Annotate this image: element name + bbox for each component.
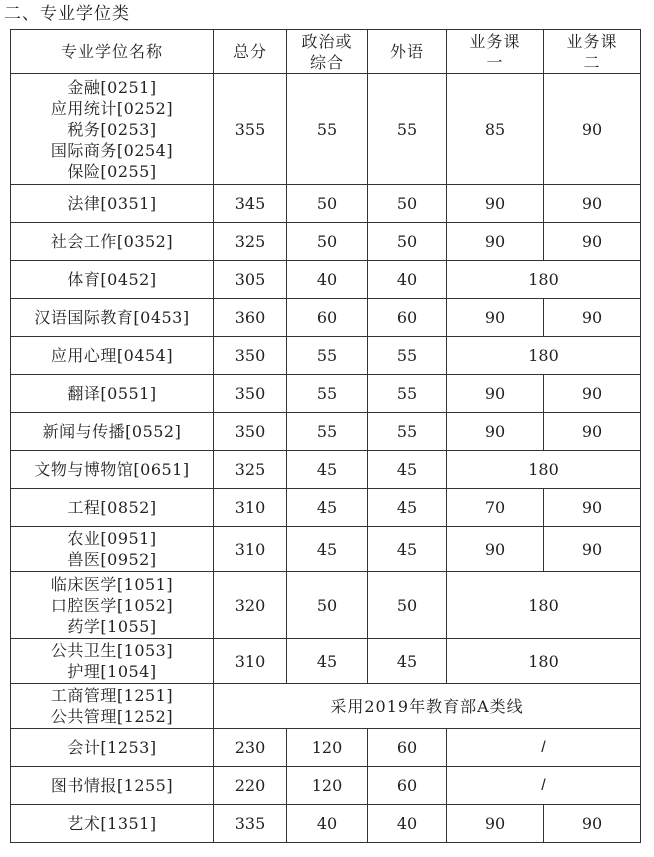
- cell-combined: /: [447, 767, 641, 805]
- cell-total: 350: [214, 337, 287, 375]
- cell-course2: 90: [544, 413, 641, 451]
- cell-course1: 90: [447, 223, 544, 261]
- header-politics: 政治或 综合: [287, 30, 368, 74]
- cell-total: 345: [214, 185, 287, 223]
- cell-total: 220: [214, 767, 287, 805]
- cell-total: 310: [214, 489, 287, 527]
- cell-politics: 50: [287, 223, 368, 261]
- cell-politics: 55: [287, 337, 368, 375]
- cell-combined: /: [447, 729, 641, 767]
- cell-degree-name: 工程[0852]: [11, 489, 214, 527]
- cell-course2: 90: [544, 299, 641, 337]
- cell-politics: 40: [287, 805, 368, 843]
- cell-course2: 90: [544, 223, 641, 261]
- table-row: [11, 489, 641, 527]
- cell-politics: 45: [287, 489, 368, 527]
- cell-course2: 90: [544, 74, 641, 185]
- cell-course1: 90: [447, 185, 544, 223]
- table-row: [11, 261, 641, 299]
- cell-course2: 90: [544, 185, 641, 223]
- cell-degree-name: 法律[0351]: [11, 185, 214, 223]
- cell-politics: 50: [287, 185, 368, 223]
- cell-total: 325: [214, 223, 287, 261]
- section-heading: 二、专业学位类: [4, 4, 130, 24]
- cell-degree-name: 社会工作[0352]: [11, 223, 214, 261]
- cell-combined: 180: [447, 639, 641, 684]
- cell-total: 230: [214, 729, 287, 767]
- cell-politics: 60: [287, 299, 368, 337]
- cell-total: 355: [214, 74, 287, 185]
- cell-total: 350: [214, 413, 287, 451]
- cell-degree-name: 农业[0951] 兽医[0952]: [11, 527, 214, 572]
- table-row: [11, 74, 641, 185]
- table-row: [11, 223, 641, 261]
- cell-course1: 90: [447, 375, 544, 413]
- cell-politics: 120: [287, 729, 368, 767]
- cell-degree-name: 图书情报[1255]: [11, 767, 214, 805]
- cell-total: 305: [214, 261, 287, 299]
- table-row: [11, 299, 641, 337]
- cell-course2: 90: [544, 489, 641, 527]
- header-foreign: 外语: [368, 30, 447, 74]
- table-row: [11, 639, 641, 684]
- header-row: [11, 30, 641, 74]
- header-name: 专业学位名称: [11, 30, 214, 74]
- cell-total: 335: [214, 805, 287, 843]
- cell-foreign: 50: [368, 572, 447, 639]
- cell-total: 325: [214, 451, 287, 489]
- cell-foreign: 55: [368, 337, 447, 375]
- cell-politics: 50: [287, 572, 368, 639]
- table-row: [11, 185, 641, 223]
- cell-degree-name: 应用心理[0454]: [11, 337, 214, 375]
- cell-degree-name: 汉语国际教育[0453]: [11, 299, 214, 337]
- table-row: [11, 451, 641, 489]
- cell-degree-name: 新闻与传播[0552]: [11, 413, 214, 451]
- cell-combined: 180: [447, 337, 641, 375]
- cell-degree-name: 金融[0251] 应用统计[0252] 税务[0253] 国际商务[0254] 保险[0255]: [11, 74, 214, 185]
- cell-politics: 120: [287, 767, 368, 805]
- cell-course2: 90: [544, 527, 641, 572]
- cell-course1: 70: [447, 489, 544, 527]
- header-total: 总分: [214, 30, 287, 74]
- cell-course1: 90: [447, 413, 544, 451]
- table-row: [11, 729, 641, 767]
- cell-degree-name: 文物与博物馆[0651]: [11, 451, 214, 489]
- table-row: [11, 805, 641, 843]
- cell-foreign: 45: [368, 489, 447, 527]
- cell-politics: 55: [287, 375, 368, 413]
- cell-degree-name: 工商管理[1251] 公共管理[1252]: [11, 684, 214, 729]
- cell-degree-name: 会计[1253]: [11, 729, 214, 767]
- cell-total: 360: [214, 299, 287, 337]
- cell-total: 310: [214, 527, 287, 572]
- cell-course2: 90: [544, 805, 641, 843]
- cell-total: 310: [214, 639, 287, 684]
- cell-foreign: 60: [368, 767, 447, 805]
- table-row: [11, 527, 641, 572]
- score-table: [10, 29, 641, 843]
- table-row: [11, 767, 641, 805]
- cell-degree-name: 体育[0452]: [11, 261, 214, 299]
- cell-total: 320: [214, 572, 287, 639]
- table-row: [11, 375, 641, 413]
- table-row: [11, 337, 641, 375]
- cell-foreign: 40: [368, 805, 447, 843]
- cell-politics: 45: [287, 527, 368, 572]
- cell-foreign: 55: [368, 375, 447, 413]
- cell-course1: 90: [447, 299, 544, 337]
- header-course1: 业务课 一: [447, 30, 544, 74]
- cell-foreign: 40: [368, 261, 447, 299]
- table-row: [11, 684, 641, 729]
- table-row: [11, 572, 641, 639]
- table-body: [11, 74, 641, 843]
- cell-course2: 90: [544, 375, 641, 413]
- cell-foreign: 45: [368, 639, 447, 684]
- header-course2: 业务课 二: [544, 30, 641, 74]
- cell-degree-name: 艺术[1351]: [11, 805, 214, 843]
- cell-foreign: 60: [368, 299, 447, 337]
- cell-politics: 45: [287, 639, 368, 684]
- cell-note: 采用2019年教育部A类线: [214, 684, 641, 729]
- cell-course1: 85: [447, 74, 544, 185]
- cell-foreign: 45: [368, 451, 447, 489]
- cell-combined: 180: [447, 572, 641, 639]
- cell-degree-name: 公共卫生[1053] 护理[1054]: [11, 639, 214, 684]
- cell-foreign: 60: [368, 729, 447, 767]
- table-row: [11, 413, 641, 451]
- cell-degree-name: 临床医学[1051] 口腔医学[1052] 药学[1055]: [11, 572, 214, 639]
- cell-total: 350: [214, 375, 287, 413]
- cell-degree-name: 翻译[0551]: [11, 375, 214, 413]
- cell-politics: 40: [287, 261, 368, 299]
- cell-foreign: 50: [368, 223, 447, 261]
- cell-politics: 45: [287, 451, 368, 489]
- cell-course1: 90: [447, 805, 544, 843]
- cell-politics: 55: [287, 74, 368, 185]
- cell-course1: 90: [447, 527, 544, 572]
- cell-foreign: 50: [368, 185, 447, 223]
- cell-politics: 55: [287, 413, 368, 451]
- cell-combined: 180: [447, 451, 641, 489]
- cell-foreign: 45: [368, 527, 447, 572]
- cell-foreign: 55: [368, 413, 447, 451]
- cell-combined: 180: [447, 261, 641, 299]
- cell-foreign: 55: [368, 74, 447, 185]
